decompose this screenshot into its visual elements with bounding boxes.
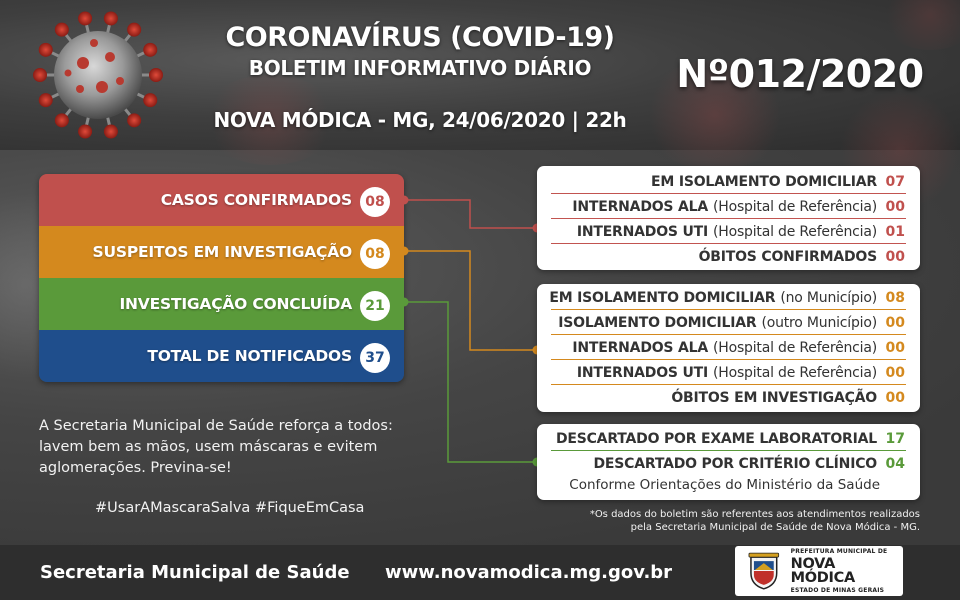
detail-note: Conforme Orientações do Ministério da Saúde [569, 477, 880, 493]
logo-line-1: PREFEITURA MUNICIPAL DE [790, 547, 888, 555]
detail-label: ÓBITOS CONFIRMADOS [698, 248, 877, 265]
detail-sublabel: (Hospital de Referência) [713, 198, 877, 215]
panel-confirmed-details [537, 166, 920, 270]
detail-label: DESCARTADO POR CRITÉRIO CLÍNICO [593, 455, 877, 472]
detail-row [537, 219, 920, 244]
stats-summary [39, 174, 404, 382]
prevention-message: A Secretaria Municipal de Saúde reforça a todos: lavem bem as mãos, usem máscaras e evitem aglomerações. Previna-se! [39, 418, 393, 476]
footnote-line-1: *Os dados do boletim são referentes aos atendimentos realizados [589, 509, 920, 520]
website-link[interactable]: www.novamodica.mg.gov.br [385, 562, 673, 583]
detail-value: 01 [885, 223, 905, 240]
logo-line-2: NOVA MÓDICA [790, 555, 855, 586]
bulletin-number: Nº012/2020 [676, 52, 924, 96]
title-line-2: BOLETIM INFORMATIVO DIÁRIO [248, 56, 592, 80]
detail-label: ISOLAMENTO DOMICILIAR [558, 314, 757, 331]
detail-row [537, 385, 920, 410]
department-name: Secretaria Municipal de Saúde [40, 562, 350, 583]
detail-sublabel: (Hospital de Referência) [713, 223, 877, 240]
logo-line-3: ESTADO DE MINAS GERAIS [790, 586, 885, 594]
detail-label: DESCARTADO POR EXAME LABORATORIAL [555, 430, 877, 447]
stat-value: 08 [360, 187, 390, 217]
panel-suspected-details [537, 284, 920, 412]
detail-label: INTERNADOS ALA [572, 339, 708, 356]
detail-value: 17 [885, 430, 905, 447]
stat-value: 21 [360, 291, 390, 321]
detail-value: 00 [885, 198, 905, 215]
stat-total-notified [39, 330, 404, 382]
detail-sublabel: (Hospital de Referência) [713, 364, 877, 381]
detail-label: INTERNADOS ALA [572, 198, 708, 215]
stat-label: TOTAL DE NOTIFICADOS [147, 347, 352, 365]
detail-row [537, 244, 920, 269]
detail-value: 08 [885, 289, 905, 306]
detail-sublabel: (Hospital de Referência) [713, 339, 877, 356]
detail-value: 04 [885, 455, 905, 472]
municipality-logo [735, 546, 903, 596]
detail-row [537, 169, 920, 194]
detail-sublabel: (no Município) [780, 289, 877, 306]
detail-row [537, 285, 920, 310]
detail-row [537, 451, 920, 476]
stat-value: 08 [360, 239, 390, 269]
footnote-line-2: pela Secretaria Municipal de Saúde de Nova Módica - MG. [630, 522, 920, 533]
detail-value: 00 [885, 314, 905, 331]
detail-label: EM ISOLAMENTO DOMICILIAR [651, 173, 877, 190]
stat-concluded-investigation [39, 278, 404, 330]
stat-suspected-cases [39, 226, 404, 278]
detail-value: 07 [885, 173, 905, 190]
stat-value: 37 [360, 343, 390, 373]
detail-label: EM ISOLAMENTO DOMICILIAR [549, 289, 776, 306]
panel-concluded-details [537, 424, 920, 500]
detail-value: 00 [885, 364, 905, 381]
detail-label: INTERNADOS UTI [576, 364, 708, 381]
location-date: NOVA MÓDICA - MG, 24/06/2020 | 22h [213, 108, 627, 132]
detail-row [537, 360, 920, 385]
detail-value: 00 [885, 339, 905, 356]
detail-value: 00 [885, 248, 905, 265]
data-footnote [560, 508, 920, 534]
detail-row [537, 194, 920, 219]
stat-label: INVESTIGAÇÃO CONCLUÍDA [119, 295, 352, 313]
detail-row [537, 426, 920, 451]
detail-label: INTERNADOS UTI [576, 223, 708, 240]
hashtags: #UsarAMascaraSalva #FiqueEmCasa [95, 500, 365, 516]
detail-label: ÓBITOS EM INVESTIGAÇÃO [671, 389, 877, 406]
title-line-1: CORONAVÍRUS (COVID-19) [225, 22, 615, 53]
coat-of-arms-icon [745, 551, 783, 591]
detail-row [537, 335, 920, 360]
coronavirus-icon [28, 5, 168, 145]
detail-row [537, 310, 920, 335]
stat-label: CASOS CONFIRMADOS [160, 191, 352, 209]
detail-value: 00 [885, 389, 905, 406]
detail-sublabel: (outro Município) [761, 314, 877, 331]
stat-confirmed-cases [39, 174, 404, 226]
stat-label: SUSPEITOS EM INVESTIGAÇÃO [92, 243, 352, 261]
